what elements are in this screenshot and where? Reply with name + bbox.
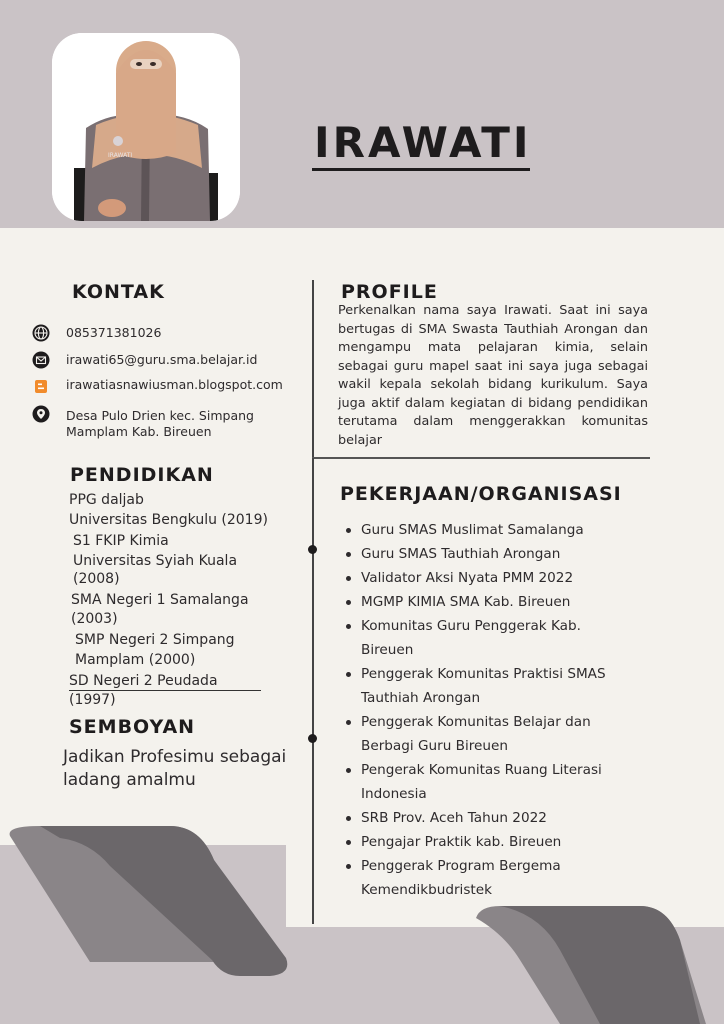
education-line: SMA Negeri 1 Samalanga: [71, 592, 249, 608]
education-line: PPG daljab: [69, 492, 144, 508]
list-item: Penggerak Komunitas Praktisi SMAS Tauthiah Arongan: [346, 662, 636, 710]
list-item: Guru SMAS Muslimat Samalanga: [346, 518, 636, 542]
education-line: Universitas Syiah Kuala: [73, 553, 238, 569]
svg-text:IRAWATI: IRAWATI: [108, 152, 133, 159]
motto-line-2: ladang amalmu: [63, 770, 196, 790]
work-heading: PEKERJAAN/ORGANISASI: [340, 483, 622, 505]
blog-url: irawatiasnawiusman.blogspot.com: [66, 377, 283, 392]
profile-heading: PROFILE: [341, 281, 438, 303]
list-item: MGMP KIMIA SMA Kab. Bireuen: [346, 590, 636, 614]
contact-heading: KONTAK: [72, 281, 165, 303]
person-name: IRAWATI: [314, 118, 532, 167]
motto-heading: SEMBOYAN: [69, 716, 196, 738]
email-address: irawati65@guru.sma.belajar.id: [66, 352, 258, 367]
address-line-1: Desa Pulo Drien kec. Simpang: [66, 408, 254, 423]
education-heading: PENDIDIKAN: [70, 464, 214, 486]
list-item: Pengerak Komunitas Ruang Literasi Indonesia: [346, 758, 636, 806]
profile-text: Perkenalkan nama saya Irawati. Saat ini saya bertugas di SMA Swasta Tauthiah Arongan dan mengampu mata pelajaran kimia, selain sebagai guru mapel saat ini saya juga sebagai wakil kepala sekolah bidang kurikulum. Saya juga aktif dalam kegiatan di bidang pendidikan terutama dalam menggerakkan komunitas belajar: [338, 303, 648, 448]
phone-number: 085371381026: [66, 325, 162, 340]
education-line: Universitas Bengkulu (2019): [69, 512, 268, 528]
list-item: Penggerak Komunitas Belajar dan Berbagi Guru Bireuen: [346, 710, 636, 758]
education-line: (2008): [73, 571, 120, 587]
list-item: SRB Prov. Aceh Tahun 2022: [346, 806, 636, 830]
list-item: Penggerak Program Bergema Kemendikbudristek: [346, 854, 636, 902]
address-line-2: Mamplam Kab. Bireuen: [66, 424, 212, 439]
education-line: Mamplam (2000): [75, 652, 196, 668]
education-line: (2003): [71, 611, 118, 627]
list-item: Pengajar Praktik kab. Bireuen: [346, 830, 636, 854]
list-item: Komunitas Guru Penggerak Kab. Bireuen: [346, 614, 636, 662]
education-line: S1 FKIP Kimia: [73, 533, 169, 549]
education-line: SD Negeri 2 Peudada: [69, 673, 218, 689]
education-line: (1997): [69, 692, 116, 708]
motto-line-1: Jadikan Profesimu sebagai: [63, 747, 287, 767]
education-line: SMP Negeri 2 Simpang: [75, 632, 235, 648]
list-item: Guru SMAS Tauthiah Arongan: [346, 542, 636, 566]
list-item: Validator Aksi Nyata PMM 2022: [346, 566, 636, 590]
